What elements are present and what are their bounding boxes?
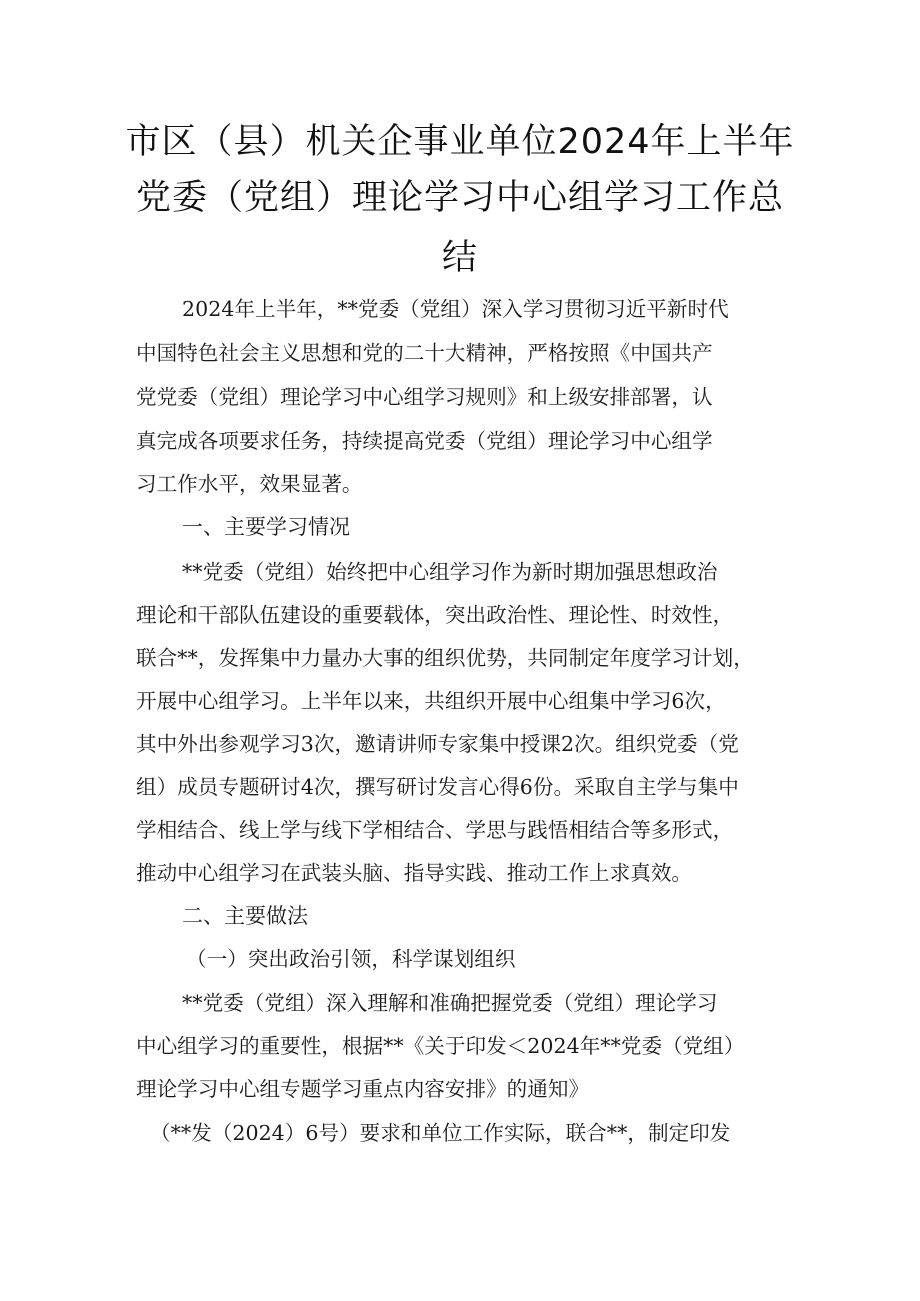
section-heading-1: 一、主要学习情况	[182, 515, 350, 539]
paragraph-line: 真完成各项要求任务，持续提高党委（党组）理论学习中心组学	[136, 429, 713, 453]
paragraph-line: 开展中心组学习。上半年以来，共组织开展中心组集中学习6次，	[136, 689, 726, 713]
paragraph-line: **党委（党组）深入理解和准确把握党委（党组）理论学习	[182, 991, 718, 1015]
paragraph-line: **党委（党组）始终把中心组学习作为新时期加强思想政治	[182, 560, 718, 584]
paragraph-line: 中国特色社会主义思想和党的二十大精神，严格按照《中国共产	[136, 341, 713, 365]
section-heading-2: 二、主要做法	[182, 904, 308, 928]
paragraph-line: 理论和干部队伍建设的重要载体，突出政治性、理论性、时效性，	[136, 603, 734, 627]
title-line-2: 党委（党组）理论学习中心组学习工作总	[135, 178, 784, 218]
paragraph-line: 党党委（党组）理论学习中心组学习规则》和上级安排部署，认	[136, 385, 713, 409]
paragraph-line: 推动中心组学习在武装头脑、指导实践、推动工作上求真效。	[136, 861, 693, 885]
paragraph-line: 其中外出参观学习3次，邀请讲师专家集中授课2次。组织党委（党	[136, 732, 739, 756]
paragraph-line: （**发（2024）6号）要求和单位工作实际，联合**，制定印发	[150, 1121, 731, 1145]
paragraph-line: 理论学习中心组专题学习重点内容安排》的通知》	[136, 1077, 590, 1101]
paragraph-line: 中心组学习的重要性，根据**《关于印发＜2024年**党委（党组）	[136, 1034, 745, 1058]
paragraph-line: 习工作水平，效果显著。	[136, 472, 363, 496]
paragraph-line: 组）成员专题研讨4次，撰写研讨发言心得6份。采取自主学与集中	[136, 775, 739, 799]
title-line-1: 市区（县）机关企事业单位2024年上半年	[125, 122, 795, 162]
paragraph-line: 学相结合、线上学与线下学相结合、学思与践悟相结合等多形式，	[136, 818, 734, 842]
paragraph-line: 2024年上半年，**党委（党组）深入学习贯彻习近平新时代	[182, 297, 729, 321]
paragraph-line: 联合**，发挥集中力量办大事的组织优势，共同制定年度学习计划，	[136, 646, 754, 670]
title-line-3: 结	[441, 238, 478, 278]
subsection-heading: （一）突出政治引领，科学谋划组织	[186, 947, 516, 971]
